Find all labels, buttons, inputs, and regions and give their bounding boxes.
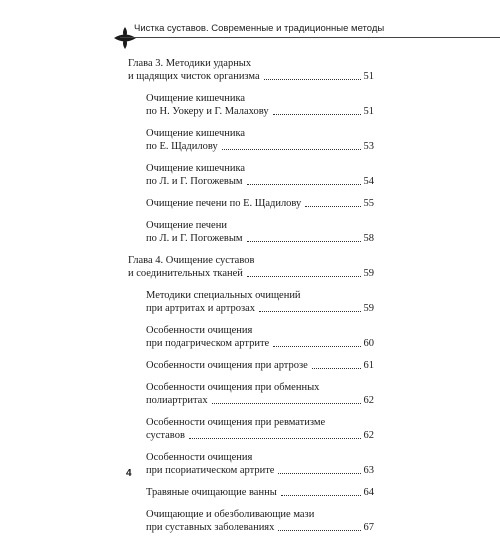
toc-section-entry: [146, 219, 374, 245]
toc-entry-line: Травяные очищающие ванны: [146, 487, 277, 498]
toc-entry-row: [146, 175, 374, 188]
dot-leader: [247, 184, 361, 185]
toc-entry-row: [146, 105, 374, 118]
toc-section-entry: [146, 451, 374, 477]
toc-entry-row: [128, 267, 374, 280]
toc-entry-row: [128, 70, 374, 83]
toc-page-number: 64: [363, 487, 374, 498]
toc-section-entry: [146, 324, 374, 350]
toc-section-entry: [146, 416, 374, 442]
toc-entry-line: Очищение кишечника: [146, 128, 246, 139]
toc-entry-row: [146, 197, 374, 210]
table-of-contents: [128, 57, 374, 543]
toc-entry-line: Очищение печени по Е. Щадилову: [146, 198, 302, 209]
dot-leader: [305, 206, 360, 207]
toc-entry-row: [146, 337, 374, 350]
toc-entry-row: [146, 464, 374, 477]
toc-entry-row: [146, 429, 374, 442]
toc-entry-line: при подагрическом артрите: [146, 338, 270, 349]
dot-leader: [247, 241, 361, 242]
toc-page-number: 54: [363, 176, 374, 187]
dot-leader: [278, 530, 360, 531]
toc-entry-line: Методики специальных очищений: [146, 290, 301, 301]
toc-page-number: 59: [363, 268, 374, 279]
toc-section-entry: [146, 508, 374, 534]
toc-entry-line: по Е. Щадилову: [146, 141, 218, 152]
toc-entry-line: Особенности очищения: [146, 452, 253, 463]
dot-leader: [281, 495, 361, 496]
toc-page-number: 51: [363, 71, 374, 82]
toc-entry-line: Очищение печени: [146, 220, 227, 231]
toc-page-number: 67: [363, 522, 374, 533]
toc-entry-line: и соединительных тканей: [128, 268, 243, 279]
running-header: [112, 22, 402, 44]
toc-page-number: 61: [363, 360, 374, 371]
toc-entry-row: [146, 394, 374, 407]
toc-entry-line: и щадящих чисток организма: [128, 71, 260, 82]
toc-entry-line: по Л. и Г. Погожевым: [146, 176, 243, 187]
toc-section-entry: [146, 289, 374, 315]
toc-entry-line: при артритах и артрозах: [146, 303, 256, 314]
toc-page-number: 58: [363, 233, 374, 244]
toc-entry-row: [146, 302, 374, 315]
toc-entry-line: полиартритах: [146, 395, 208, 406]
dot-leader: [189, 438, 361, 439]
running-header-title: Чистка суставов. Современные и традиционные методы: [134, 23, 385, 34]
toc-entry-line: при псориатическом артрите: [146, 465, 275, 476]
toc-entry-line: Очищающие и обезболивающие мази: [146, 509, 315, 520]
toc-chapter-entry: [128, 254, 374, 280]
toc-section-entry: [146, 162, 374, 188]
toc-entry-line: суставов: [146, 430, 185, 441]
toc-page-number: 53: [363, 141, 374, 152]
toc-entry-line: Очищение кишечника: [146, 163, 246, 174]
toc-entry-row: [146, 486, 374, 499]
toc-entry-line: Особенности очищения: [146, 325, 253, 336]
toc-page-number: 62: [363, 430, 374, 441]
toc-page-number: 55: [363, 198, 374, 209]
toc-entry-line: Глава 4. Очищение суставов: [128, 255, 255, 266]
dot-leader: [273, 346, 360, 347]
toc-section-entry: [146, 381, 374, 407]
toc-entry-row: [146, 232, 374, 245]
toc-page-number: 63: [363, 465, 374, 476]
dot-leader: [312, 368, 361, 369]
toc-entry-row: [146, 359, 374, 372]
toc-entry-line: по Л. и Г. Погожевым: [146, 233, 243, 244]
toc-entry-line: по Н. Уокеру и Г. Малахову: [146, 106, 269, 117]
toc-entry-line: Особенности очищения при ревматизме: [146, 417, 326, 428]
toc-section-entry: [146, 127, 374, 153]
toc-page-number: 51: [363, 106, 374, 117]
dot-leader: [247, 276, 361, 277]
dot-leader: [259, 311, 360, 312]
header-rule: [120, 37, 500, 38]
toc-section-entry: [146, 359, 374, 372]
toc-section-entry: [146, 197, 374, 210]
toc-section-entry: [146, 92, 374, 118]
dot-leader: [212, 403, 361, 404]
toc-section-entry: [146, 486, 374, 499]
toc-page-number: 60: [363, 338, 374, 349]
toc-entry-line: Очищение кишечника: [146, 93, 246, 104]
toc-page-number: 62: [363, 395, 374, 406]
toc-entry-row: [146, 521, 374, 534]
dot-leader: [264, 79, 361, 80]
toc-chapter-entry: [128, 57, 374, 83]
page-number: 4: [126, 468, 132, 479]
toc-entry-line: Особенности очищения при артрозе: [146, 360, 308, 371]
dot-leader: [222, 149, 361, 150]
toc-entry-line: при суставных заболеваниях: [146, 522, 275, 533]
toc-page-number: 59: [363, 303, 374, 314]
dot-leader: [278, 473, 360, 474]
dot-leader: [273, 114, 361, 115]
toc-entry-line: Глава 3. Методики ударных: [128, 58, 252, 69]
toc-entry-row: [146, 140, 374, 153]
toc-entry-line: Особенности очищения при обменных: [146, 382, 320, 393]
